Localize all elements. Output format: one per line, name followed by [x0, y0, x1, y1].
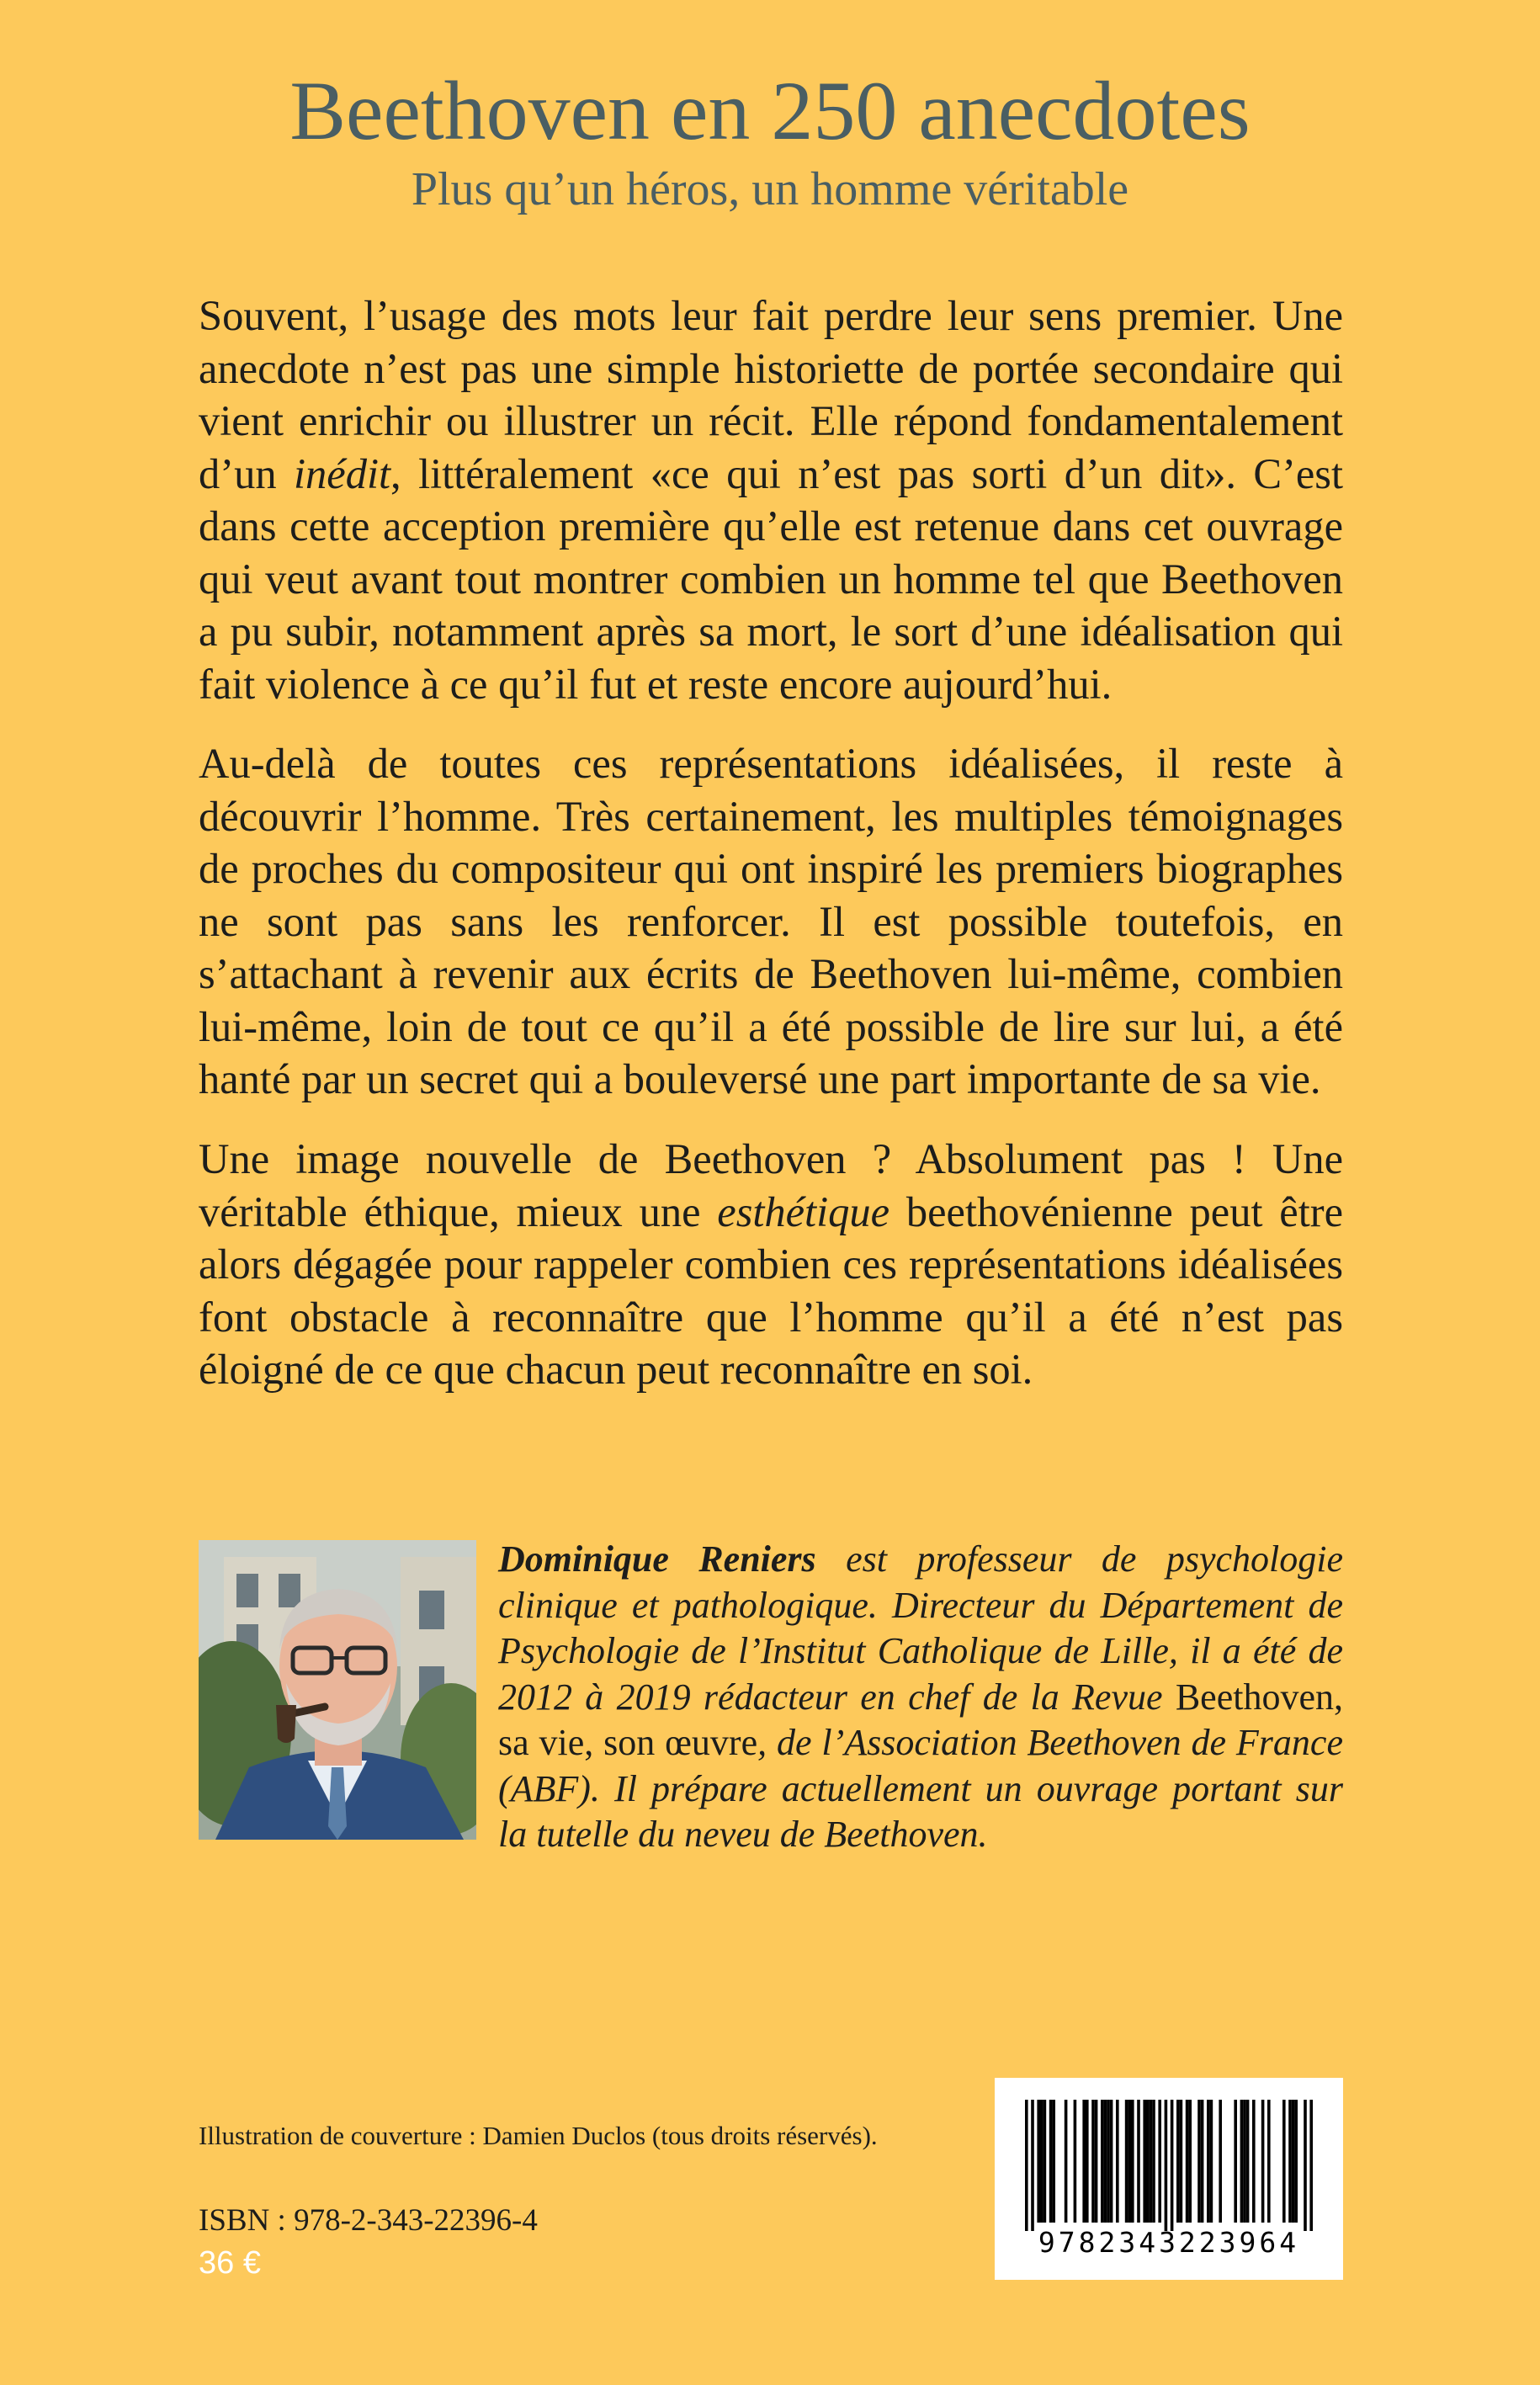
barcode-bar-38 — [1234, 2100, 1237, 2223]
barcode-bar-0 — [1025, 2100, 1028, 2231]
barcode-bar-31 — [1186, 2100, 1189, 2223]
author-bio-journal-b: sa vie, son œuvre — [498, 1722, 758, 1763]
author-photo — [199, 1540, 476, 1840]
barcode — [995, 2078, 1343, 2280]
author-bio — [498, 1537, 1343, 1858]
barcode-bar-4 — [1043, 2100, 1047, 2223]
barcode-bar-22 — [1143, 2100, 1146, 2223]
barcode-bar-39 — [1240, 2100, 1244, 2223]
barcode-bar-24 — [1150, 2100, 1153, 2223]
barcode-bar-32 — [1188, 2100, 1192, 2223]
barcode-bar-25 — [1152, 2100, 1155, 2223]
barcode-bar-26 — [1158, 2100, 1161, 2223]
barcode-bar-11 — [1091, 2100, 1095, 2223]
paragraph-3-text-b: beethovénienne peut être alors dégagée pour rappeler combien ces représentations idéalisées font obstacle à reconnaître que l’homme qu’il a été n’est pas éloigné de ce que chacun peut reconnaître en soi. — [199, 1187, 1343, 1393]
book-subtitle: Plus qu’un héros, un homme véritable — [411, 163, 1129, 215]
barcode-bar-28 — [1171, 2100, 1174, 2231]
barcode-bar-16 — [1110, 2100, 1113, 2223]
author-bio-separator: , — [1334, 1676, 1343, 1718]
barcode-bar-43 — [1261, 2100, 1265, 2223]
barcode-bar-44 — [1267, 2100, 1271, 2223]
author-name: Dominique Reniers — [498, 1538, 816, 1580]
paragraph-1-italic: inédit — [294, 449, 391, 497]
barcode-bar-6 — [1052, 2100, 1055, 2223]
barcode-bar-14 — [1104, 2100, 1107, 2223]
author-portrait-illustration — [199, 1540, 476, 1840]
barcode-bar-46 — [1288, 2100, 1292, 2223]
description-paragraph-3 — [199, 1133, 1343, 1396]
description-paragraph-1 — [199, 289, 1343, 710]
barcode-bar-9 — [1082, 2100, 1086, 2223]
barcode-bar-50 — [1309, 2100, 1313, 2231]
barcode-bar-3 — [1040, 2100, 1043, 2223]
barcode-bar-33 — [1197, 2100, 1201, 2223]
author-bio-journal-a: Beethoven — [1175, 1676, 1334, 1718]
barcode-bar-37 — [1219, 2100, 1222, 2223]
author-bio-text-1: est professeur de psychologie clinique et pathologique. Directeur du Département de Psychologie de l’Institut Catholique de Lille, il a été de 2012 à 2019 rédacteur en chef de la Revue — [498, 1538, 1343, 1718]
barcode-bar-2 — [1037, 2100, 1040, 2223]
barcode-bar-45 — [1282, 2100, 1286, 2223]
barcode-number: 9782343223964 — [1038, 2226, 1300, 2259]
barcode-bar-34 — [1201, 2100, 1204, 2223]
barcode-bar-21 — [1137, 2100, 1140, 2223]
paragraph-1-text-b: , littéralement «ce qui n’est pas sorti d’un dit». C’est dans cette acception première qu’elle est retenue dans cet ouvrage qui veut avant tout montrer combien un homme tel que Beethoven a pu subir, notamment après sa mort, le sort d’une idéalisation qui fait violence à ce qu’il fut et reste encore aujourd’hui. — [199, 449, 1343, 708]
isbn: ISBN : 978-2-343-22396-4 — [199, 2203, 538, 2238]
barcode-bar-30 — [1180, 2100, 1183, 2223]
barcode-bar-23 — [1146, 2100, 1150, 2223]
barcode-bar-40 — [1243, 2100, 1246, 2223]
barcode-bar-18 — [1125, 2100, 1128, 2223]
barcode-bar-36 — [1210, 2100, 1213, 2223]
cover-illustration-credit: Illustration de couverture : Damien Duclos (tous droits réservés). — [199, 2121, 878, 2150]
barcode-bar-27 — [1165, 2100, 1168, 2231]
barcode-bar-15 — [1107, 2100, 1110, 2223]
barcode-bar-1 — [1031, 2100, 1034, 2231]
paragraph-3-text-a: Une image nouvelle de Beethoven ? Absolument pas ! Une véritable éthique, mieux une — [199, 1135, 1343, 1235]
barcode-bar-41 — [1246, 2100, 1250, 2223]
barcode-bar-42 — [1252, 2100, 1256, 2223]
book-title: Beethoven en 250 anecdotes — [289, 64, 1251, 157]
price: 36 € — [199, 2245, 261, 2281]
paragraph-3-italic: esthétique — [717, 1187, 890, 1235]
barcode-bar-29 — [1176, 2100, 1180, 2223]
barcode-bar-35 — [1207, 2100, 1210, 2223]
barcode-bar-48 — [1294, 2100, 1298, 2223]
barcode-bar-13 — [1101, 2100, 1104, 2223]
barcode-bar-12 — [1095, 2100, 1098, 2223]
barcode-bar-19 — [1128, 2100, 1131, 2223]
barcode-bar-10 — [1086, 2100, 1089, 2223]
barcode-bar-8 — [1074, 2100, 1077, 2223]
barcode-bar-17 — [1116, 2100, 1119, 2223]
author-bio-text-2: , de l’Association Beethoven de France (ABF). Il prépare actuellement un ouvrage portant sur la tutelle du neveu de Beethoven. — [498, 1722, 1343, 1855]
barcode-bar-20 — [1131, 2100, 1134, 2223]
barcode-bar-47 — [1292, 2100, 1295, 2223]
barcode-bar-49 — [1304, 2100, 1307, 2231]
barcode-bar-5 — [1049, 2100, 1053, 2223]
description-paragraph-2: Au-delà de toutes ces représentations idéalisées, il reste à découvrir l’homme. Très certainement, les multiples témoignages de proches du compositeur qui ont inspiré les premiers biographes ne sont pas sans les renforcer. Il est possible toutefois, en s’attachant à revenir aux écrits de Beethoven lui-même, combien lui-même, loin de tout ce qu’il a été possible de lire sur lui, a été hanté par un secret qui a bouleversé une part importante de sa vie. — [199, 740, 1343, 1102]
paragraph-1-text-a: Souvent, l’usage des mots leur fait perdre leur sens premier. Une anecdote n’est pas une simple historiette de portée secondaire qui vient enrichir ou illustrer un récit. Elle répond fondamentalement d’un — [199, 292, 1343, 497]
barcode-bar-7 — [1065, 2100, 1068, 2223]
